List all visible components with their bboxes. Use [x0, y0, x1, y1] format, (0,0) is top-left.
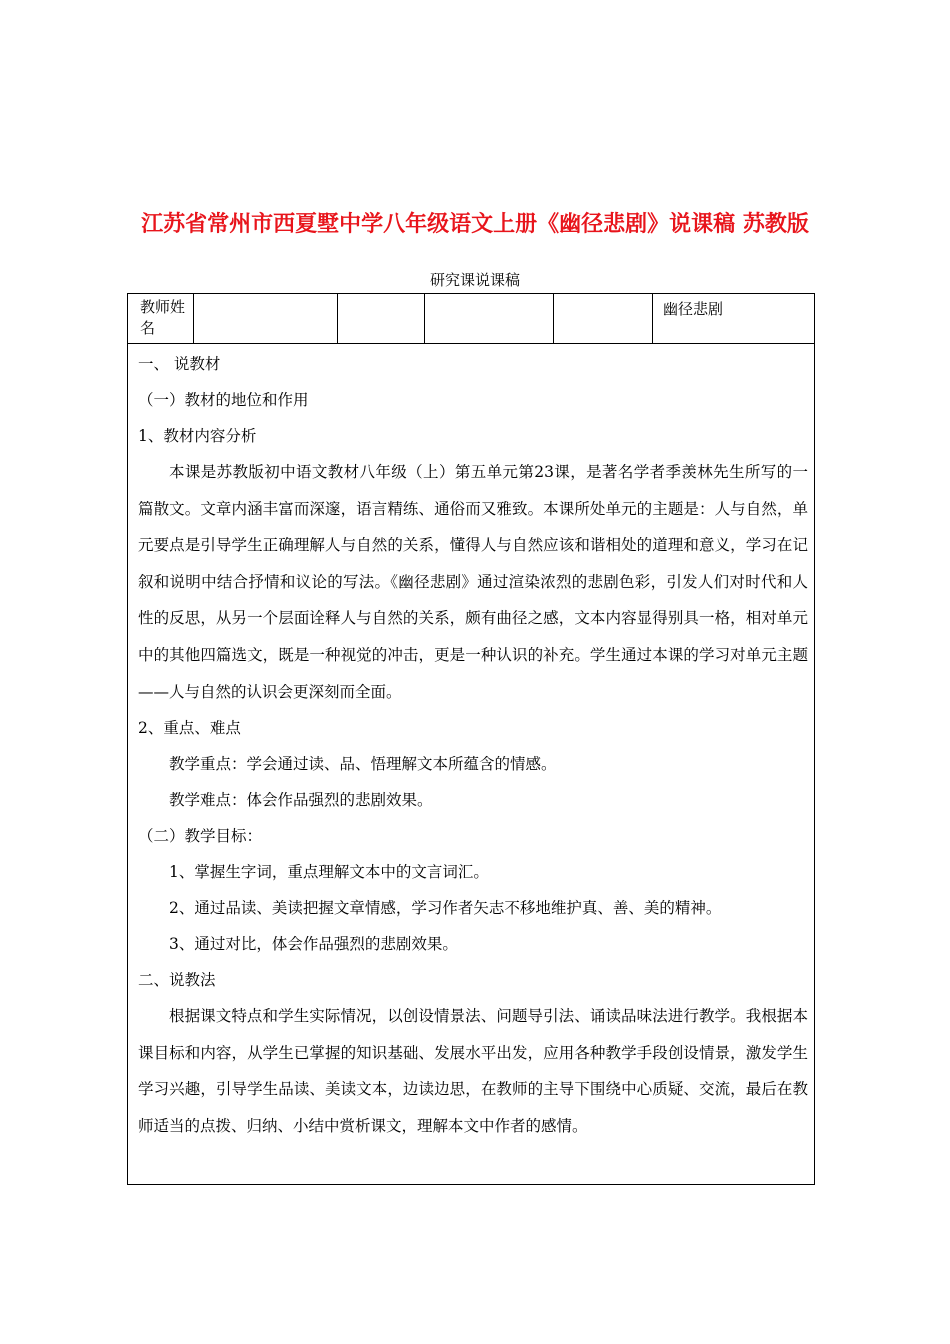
section-heading: 一、 说教材 — [138, 355, 221, 373]
document-title: 江苏省常州市西夏墅中学八年级语文上册《幽径悲剧》说课稿 苏教版 — [141, 212, 809, 237]
teaching-difficulty: 教学难点：体会作品强烈的悲剧效果。 — [169, 791, 433, 810]
paragraph: 本课是苏教版初中语文教材八年级（上）第五单元第23课，是著名学者季羡林先生所写的一篇散文。文章内涵丰富而深邃，语言精练、通俗而又雅致。本课所处单元的主题是：人与自然，单元要点是引导学生正确理解人与自然的关系，懂得人与自然应该和谐相处的道理和意义，学习在记叙和说明中结合抒情和议论的写法。《幽径悲剧》通过渲染浓烈的悲剧色彩，引发人们对时代和人性的反思，从另一个层面诠释人与自然的关系，颇有曲径之感，文本内容显得别具一格，相对单元中的其他四篇选文，既是一种视觉的冲击，更是一种认识的补充。学生通过本课的学习对单元主题——人与自然的认识会更深刻而全面。 — [138, 463, 808, 701]
teacher-name-cell — [194, 294, 338, 343]
header-empty-cell — [338, 294, 425, 343]
subsection-heading: （二）教学目标： — [138, 827, 263, 846]
subsection-heading: 1、教材内容分析 — [138, 427, 257, 445]
document-subtitle: 研究课说课稿 — [429, 271, 520, 289]
teaching-focus: 教学重点：学会通过读、品、悟理解文本所蕴含的情感。 — [169, 755, 557, 774]
subsection-heading: （一）教材的地位和作用 — [138, 391, 309, 409]
lesson-table — [127, 293, 815, 1185]
paragraph: 根据课文特点和学生实际情况，以创设情景法、问题导引法、诵读品味法进行教学。我根据本课目标和内容，从学生已掌握的知识基础、发展水平出发，应用各种教学手段创设情景，激发学生学习兴趣，引导学生品读、美读文本，边读边思，在教师的主导下围绕中心质疑、交流，最后在教师适当的点拨、归纳、小结中赏析课文，理解本文中作者的感情。 — [138, 1007, 808, 1135]
goal-item: 1、掌握生字词，重点理解文本中的文言词汇。 — [169, 863, 489, 882]
subsection-heading: 2、重点、难点 — [138, 719, 241, 738]
teacher-name-label: 教师姓名 — [128, 294, 194, 343]
section-heading: 二、说教法 — [138, 971, 216, 990]
goal-item: 2、通过品读、美读把握文章情感，学习作者矢志不移地维护真、善、美的精神。 — [169, 899, 722, 918]
goal-item: 3、通过对比，体会作品强烈的悲剧效果。 — [169, 935, 458, 954]
header-empty-cell — [425, 294, 554, 343]
header-empty-cell — [554, 294, 653, 343]
table-header-row — [128, 294, 814, 344]
table-body — [138, 346, 808, 1145]
lesson-title-cell: 幽径悲剧 — [663, 300, 724, 318]
